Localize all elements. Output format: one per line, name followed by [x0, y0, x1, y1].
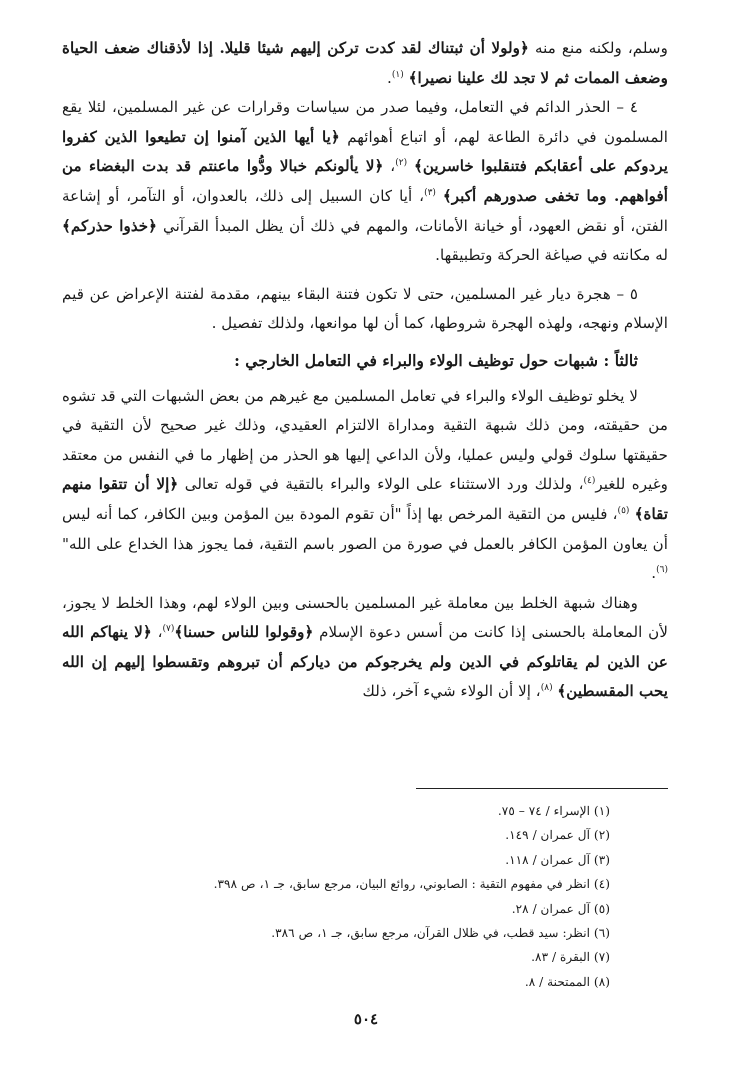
quran-quote: ﴿ولولا أن ثبتناك لقد كدت تركن إليهم شيئا قليلا. إذا لأذقناك ضعف الحياة وضعف الممات ثم لا تجد لك علينا نصيرا﴾: [62, 39, 668, 87]
footnotes: [62, 799, 668, 994]
paragraph-1: [62, 34, 668, 93]
text-run: ، فليس من التقية المرخص بها إذاً "أن تقوم المودة بين المؤمن وبين الكافر، كما أنه ليس أن يعاون المؤمن الكافر بالعمل في صورة من الصور باسم التقية، فما يجوز هذا الخداع على الله": [62, 504, 668, 553]
text-run: لا يخلو توظيف الولاء والبراء في تعامل المسلمين مع غيرهم من بعض الشبهات التي قد تشوه من حقيقته، ومن ذلك شبهة التقية ومداراة الالتزام العقيدي، وذلك غير صحيح لأن التقية في حقيقتها سلوك قولي وليس عمليا، ولأن الداعي إليها هو الحذر من إظهار ما في النفس من معتقد وغيره للغير: [62, 386, 668, 494]
footnote-5: (٥) آل عمران / ٢٨.: [511, 901, 610, 916]
text-run: له مكانته في صياغة الحركة وتطبيقها.: [435, 246, 668, 265]
footnote-ref-6: (٦): [656, 565, 668, 576]
footnote-3: (٣) آل عمران / ١١٨.: [505, 852, 610, 867]
text-run: وهناك شبهة الخلط بين معاملة غير المسلمين بالحسنى وبين الولاء لهم، وهذا الخلط لا يجوز، لأن المعاملة بالحسنى إذا كانت من أسس دعوة الإسلام: [62, 593, 668, 642]
footnote-6: (٦) انظر: سيد قطب، في ظلال القرآن، مرجع سابق، جـ ١، ص ٣٨٦.: [271, 926, 610, 941]
footnote-ref-8: (٨): [540, 683, 553, 694]
text-run: ، ولذلك ورد الاستثناء على الولاء والبراء بالتقية في قوله تعالى: [178, 475, 584, 494]
text-run: ،: [151, 623, 163, 642]
footnote-8: (٨) الممتحنة / ٨.: [524, 974, 610, 989]
text-run: ،: [383, 157, 396, 176]
main-text: [62, 34, 668, 707]
text-run: .: [651, 564, 657, 583]
footnote-ref-2: (٢): [395, 158, 408, 169]
text-run: ٤ – الحذر الدائم في التعامل، وفيما صدر من سياسات وقرارات عن غير المسلمين، لئلا يقع المسلمون في دائرة الطاعة لهم، أو اتباع أهوائهم: [62, 98, 668, 146]
paragraph-4: [62, 382, 668, 589]
text-run: وسلم، ولكنه منع منه: [528, 39, 668, 57]
footnote-7: (٧) البقرة / ٨٣.: [531, 950, 610, 965]
quran-quote: ﴿يا أيها الذين آمنوا إن تطيعوا الذين كفروا يردوكم على أعقابكم فتنقلبوا خاسرين﴾: [62, 127, 668, 176]
footnote-separator: [416, 788, 668, 789]
quran-quote: ﴿إلا أن تتقوا منهم تقاة﴾: [62, 475, 668, 523]
footnote-1: (١) الإسراء / ٧٤ – ٧٥.: [497, 804, 610, 818]
quran-quote: ﴿وقولوا للناس حسنا﴾: [174, 623, 314, 642]
paragraph-3: ٥ – هجرة ديار غير المسلمين، حتى لا تكون فتنة البقاء بينهم، مقدمة لفتنة الإعراض عن قيم الإسلام ونهجه، ولهذه الهجرة شروطها، كما أن لها موانعها، ولذلك تفصيل .: [62, 284, 668, 333]
footnote-2: (٢) آل عمران / ١٤٩.: [505, 828, 610, 843]
footnote-ref-7: (٧): [162, 624, 175, 635]
quran-quote: ﴿لا ينهاكم الله عن الذين لم يقاتلوكم في الدين ولم يخرجوكم من دياركم أن تبروهم وتقسطوا إليهم إن الله يحب المقسطين﴾: [62, 623, 668, 701]
page-number: ٥٠٤: [353, 1010, 379, 1028]
section-heading: ثالثاً : شبهات حول توظيف الولاء والبراء في التعامل الخارجي :: [234, 350, 638, 370]
paragraph-5: [62, 589, 668, 707]
footnote-ref-3: (٣): [424, 187, 436, 198]
footnote-4: (٤) انظر في مفهوم التقية : الصابوني، روائع البيان، مرجع سابق، جـ ١، ص ٣٩٨.: [213, 877, 610, 892]
quran-quote: ﴿لا يألونكم خبالا ودُّوا ماعنتم قد بدت البغضاء من أفواههم. وما تخفى صدورهم أكبر﴾: [62, 157, 668, 205]
text-run: ، إلا أن الولاء شيء آخر، ذلك: [362, 682, 541, 701]
footnote-ref-4: (٤): [583, 476, 596, 487]
footnote-ref-1: (١): [391, 69, 404, 80]
quran-quote: ﴿خذوا حذركم﴾: [62, 216, 158, 235]
text-run: ، أيا كان السبيل إلى ذلك، بالعدوان، أو التآمر، أو إشاعة الفتن، أو نقض العهود، أو خيانة الأمانات، والمهم في ذلك أن يظل المبدأ القرآني: [62, 186, 668, 235]
paragraph-2: [62, 93, 668, 271]
text-run: .: [387, 68, 392, 87]
footnote-ref-5: (٥): [617, 505, 630, 516]
